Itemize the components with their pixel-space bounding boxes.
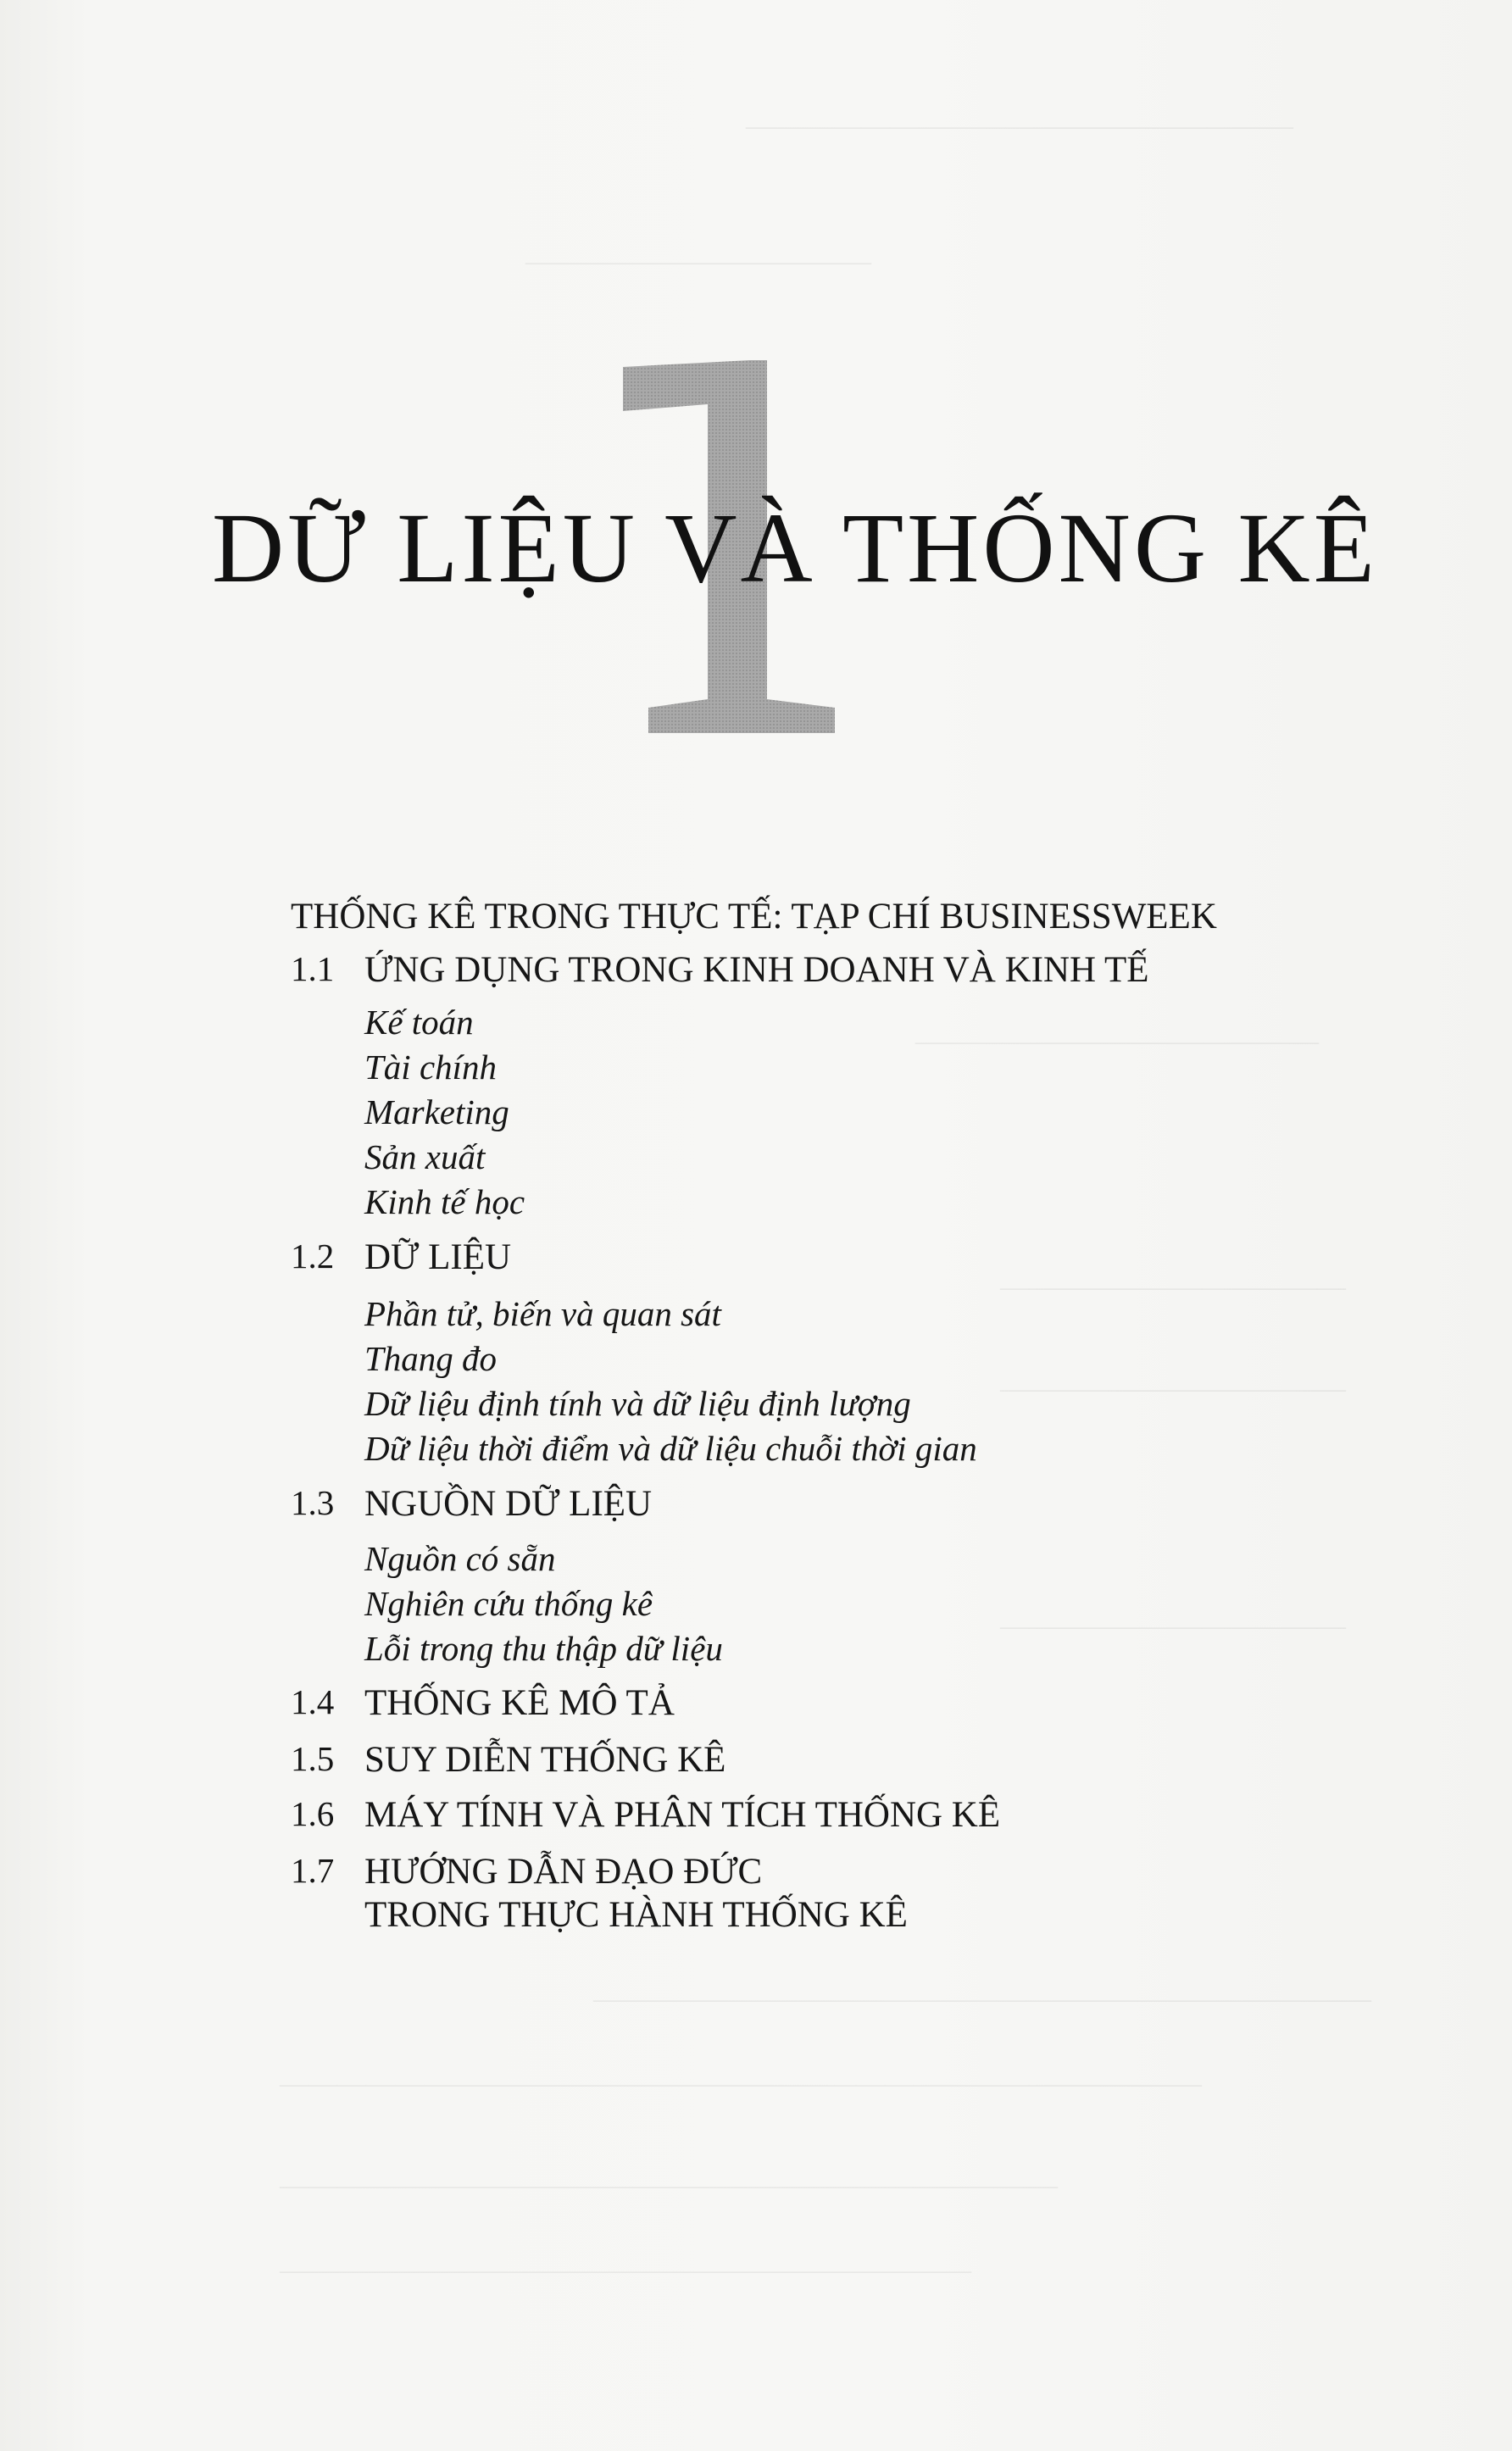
subsection-title: Nguồn có sẵn: [364, 1539, 556, 1578]
subsection-title: Thang đo: [364, 1339, 498, 1378]
subsection-title: Sản xuất: [364, 1137, 486, 1176]
subsection-title: Marketing: [364, 1092, 509, 1131]
bleed-through-text: ————————————: [525, 246, 871, 277]
bleed-through-text: ——————————————: [915, 1025, 1319, 1057]
section-number: 1.1: [291, 949, 335, 988]
subsection-title: Dữ liệu định tính và dữ liệu định lượng: [364, 1384, 911, 1423]
section-title: THỐNG KÊ MÔ TẢ: [364, 1683, 675, 1723]
section-title: HƯỚNG DẪN ĐẠO ĐỨC: [364, 1852, 763, 1892]
subsection-title: Kế toán: [364, 1003, 474, 1042]
bleed-through-text: ————————————————————————————————: [280, 2068, 1202, 2099]
toc-intro: THỐNG KÊ TRONG THỰC TẾ: TẠP CHÍ BUSINESSWEEK: [291, 897, 1217, 936]
section-number: 1.5: [291, 1739, 335, 1778]
bleed-through-text: ————————————: [1000, 1610, 1346, 1642]
section-title: NGUỒN DỮ LIỆU: [364, 1484, 653, 1524]
bleed-through-text: ———————————————————————————: [593, 1983, 1371, 2015]
subsection-title: Nghiên cứu thống kê: [364, 1584, 653, 1623]
subsection-title: Dữ liệu thời điểm và dữ liệu chuỗi thời gian: [364, 1429, 977, 1468]
bleed-through-text: ————————————: [1000, 1373, 1346, 1404]
section-number: 1.2: [291, 1237, 335, 1276]
section-title: MÁY TÍNH VÀ PHÂN TÍCH THỐNG KÊ: [364, 1795, 1001, 1835]
section-title: DỮ LIỆU: [364, 1237, 512, 1277]
bleed-through-text: ————————————: [1000, 1271, 1346, 1303]
subsection-title: Lỗi trong thu thập dữ liệu: [364, 1629, 723, 1668]
chapter-title: DỮ LIỆU VÀ THỐNG KÊ: [212, 492, 1378, 603]
section-number: 1.7: [291, 1851, 335, 1890]
bleed-through-text: ———————————————————: [746, 110, 1293, 142]
bleed-through-text: ———————————————————————————: [280, 2170, 1058, 2201]
subsection-title: Tài chính: [364, 1048, 498, 1087]
section-title: SUY DIỄN THỐNG KÊ: [364, 1740, 726, 1780]
section-number: 1.3: [291, 1483, 335, 1522]
section-title-continued: TRONG THỰC HÀNH THỐNG KÊ: [364, 1895, 908, 1935]
subsection-title: Kinh tế học: [364, 1182, 525, 1221]
subsection-title: Phần tử, biến và quan sát: [364, 1294, 721, 1333]
section-number: 1.6: [291, 1794, 335, 1833]
bleed-through-text: ————————————————————————: [280, 2254, 971, 2286]
section-number: 1.4: [291, 1682, 335, 1721]
section-title: ỨNG DỤNG TRONG KINH DOANH VÀ KINH TẾ: [364, 950, 1149, 990]
